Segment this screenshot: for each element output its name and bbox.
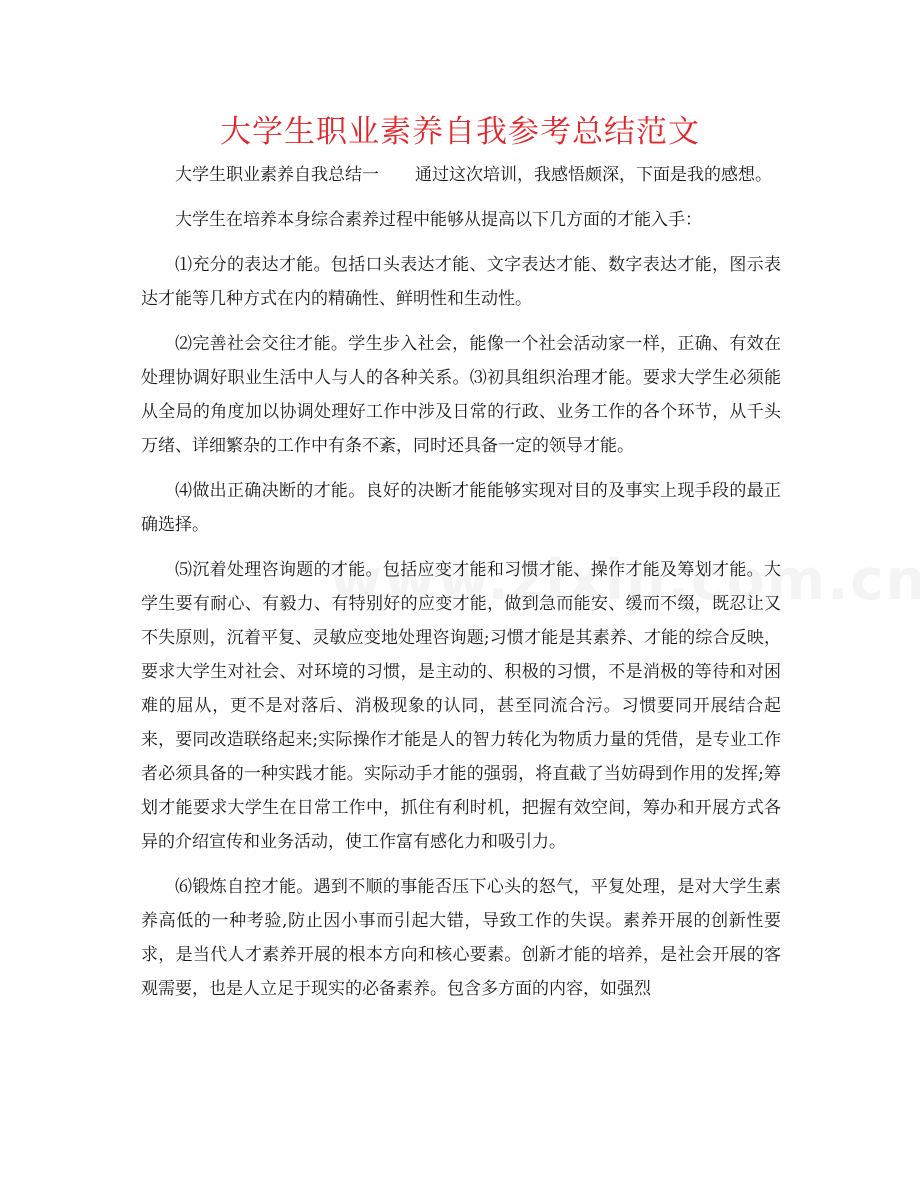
intro-paragraph xyxy=(141,158,781,192)
body-paragraph-3: ⑵完善社会交往才能。学生步入社会，能像一个社会活动家一样，正确、有效在处理协调好职业生活中人与人的各种关系。⑶初具组织治理才能。要求大学生必须能从全局的角度加以协调处理好工作中涉及日常的行政、业务工作的各个环节，从千头万绪、详细繁杂的工作中有条不紊，同时还具备一定的领导才能。 xyxy=(141,334,781,456)
body-paragraph-2: ⑴充分的表达才能。包括口头表达才能、文字表达才能、数字表达才能，图示表达才能等几种方式在内的精确性、鲜明性和生动性。 xyxy=(141,255,781,309)
body-paragraph-1: 大学生在培养本身综合素养过程中能够从提高以下几方面的才能入手： xyxy=(175,210,702,230)
intro-lead: 大学生职业素养自我总结一 xyxy=(175,165,379,185)
document-body xyxy=(141,158,781,1017)
body-paragraph-6: ⑹锻炼自控才能。遇到不顺的事能否压下心头的怒气，平复处理，是对大学生素养高低的一种考验,防止因小事而引起大错，导致工作的失误。素养开展的创新性要求，是当代人才素养开展的根本方向和核心要素。创新才能的培养，是社会开展的客观需要，也是人立足于现实的必备素养。包含多方面的内容，如强烈 xyxy=(141,877,781,999)
body-paragraph-5: ⑸沉着处理咨询题的才能。包括应变才能和习惯才能、操作才能及筹划才能。大学生要有耐心、有毅力、有特别好的应变才能，做到急而能安、缓而不缀，既忍让又不失原则，沉着平复、灵敏应变地处理咨询题;习惯才能是其素养、才能的综合反映，要求大学生对社会、对环境的习惯，是主动的、积极的习惯，不是消极的等待和对困难的屈从，更不是对落后、消极现象的认同，甚至同流合污。习惯要同开展结合起来，要同改造联络起来;实际操作才能是人的智力转化为物质力量的凭借，是专业工作者必须具备的一种实践才能。实际动手才能的强弱，将直截了当妨碍到作用的发挥;筹划才能要求大学生在日常工作中，抓住有利时机，把握有效空间，筹办和开展方式各异的介绍宣传和业务活动，使工作富有感化力和吸引力。 xyxy=(141,560,781,852)
body-paragraph-4: ⑷做出正确决断的才能。良好的决断才能能够实现对目的及事实上现手段的最正确选择。 xyxy=(141,481,781,535)
document-title: 大学生职业素养自我参考总结范文 xyxy=(220,114,700,150)
intro-rest: 通过这次培训，我感悟颇深，下面是我的感想。 xyxy=(415,165,772,185)
